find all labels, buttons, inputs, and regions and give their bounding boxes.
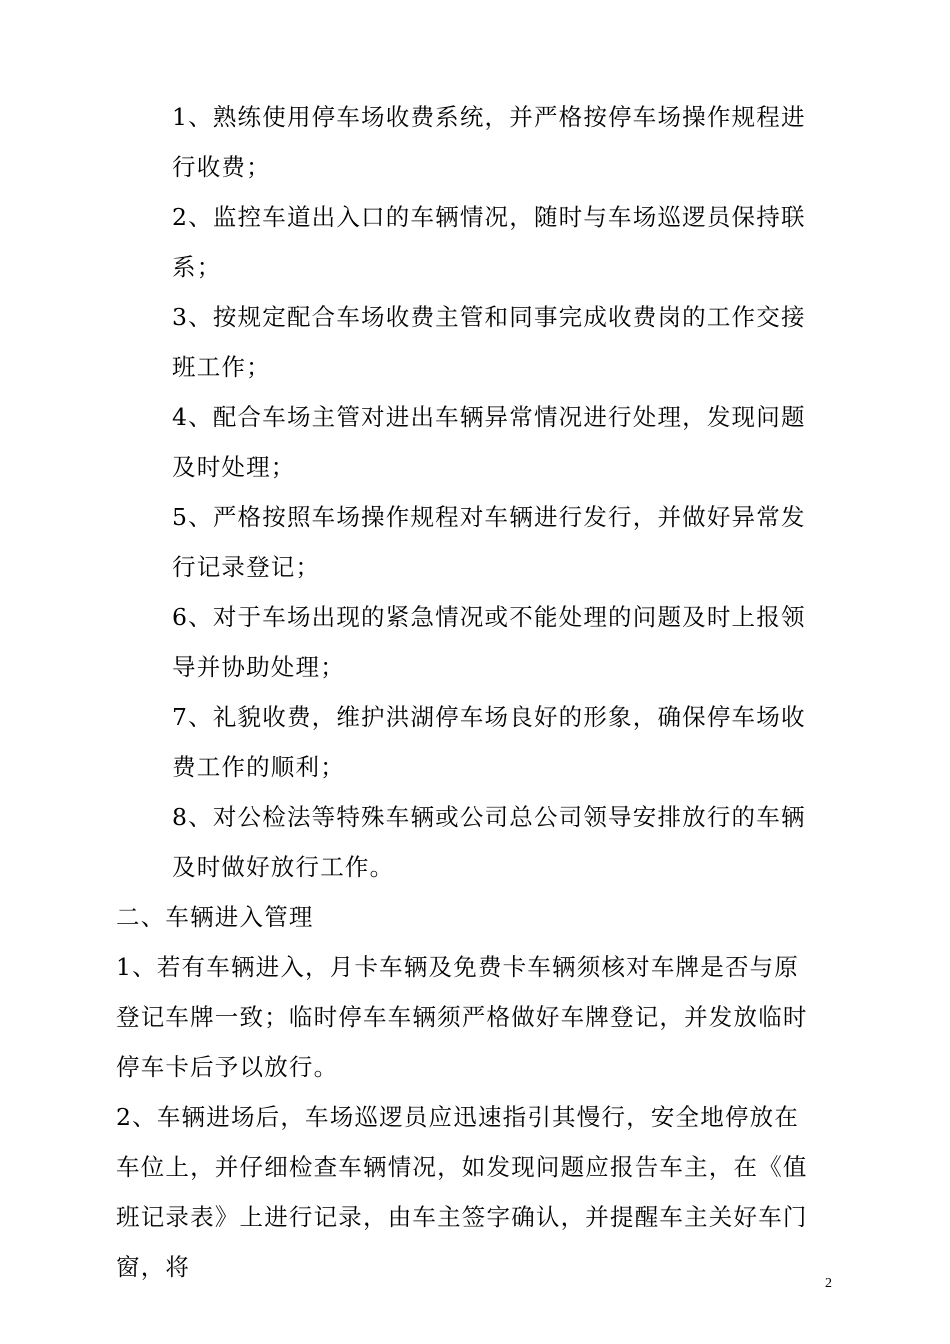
section-heading: 二、车辆进入管理 xyxy=(116,903,314,931)
duty-item-8: 8、对公检法等特殊车辆或公司总公司领导安排放行的车辆及时做好放行工作。 xyxy=(172,803,806,881)
duty-item-5: 5、严格按照车场操作规程对车辆进行发行，并做好异常发行记录登记； xyxy=(172,503,806,581)
page-number: 2 xyxy=(825,1276,832,1291)
duty-item-4: 4、配合车场主管对进出车辆异常情况进行处理，发现问题及时处理； xyxy=(172,403,806,481)
duty-item-6: 6、对于车场出现的紧急情况或不能处理的问题及时上报领导并协助处理； xyxy=(172,603,806,681)
duty-item-7: 7、礼貌收费，维护洪湖停车场良好的形象，确保停车场收费工作的顺利； xyxy=(172,703,806,781)
section-paragraph-2: 2、车辆进场后，车场巡逻员应迅速指引其慢行，安全地停放在车位上，并仔细检查车辆情况，如发现问题应报告车主，在《值班记录表》上进行记录，由车主签字确认，并提醒车主关好车门窗，将 xyxy=(116,1103,808,1281)
duty-item-3: 3、按规定配合车场收费主管和同事完成收费岗的工作交接班工作； xyxy=(172,303,806,381)
duty-item-1: 1、熟练使用停车场收费系统，并严格按停车场操作规程进行收费； xyxy=(172,103,806,181)
section-paragraph-1: 1、若有车辆进入，月卡车辆及免费卡车辆须核对车牌是否与原登记车牌一致；临时停车车辆须严格做好车牌登记，并发放临时停车卡后予以放行。 xyxy=(116,953,808,1081)
duty-item-2: 2、监控车道出入口的车辆情况，随时与车场巡逻员保持联系； xyxy=(172,203,806,281)
